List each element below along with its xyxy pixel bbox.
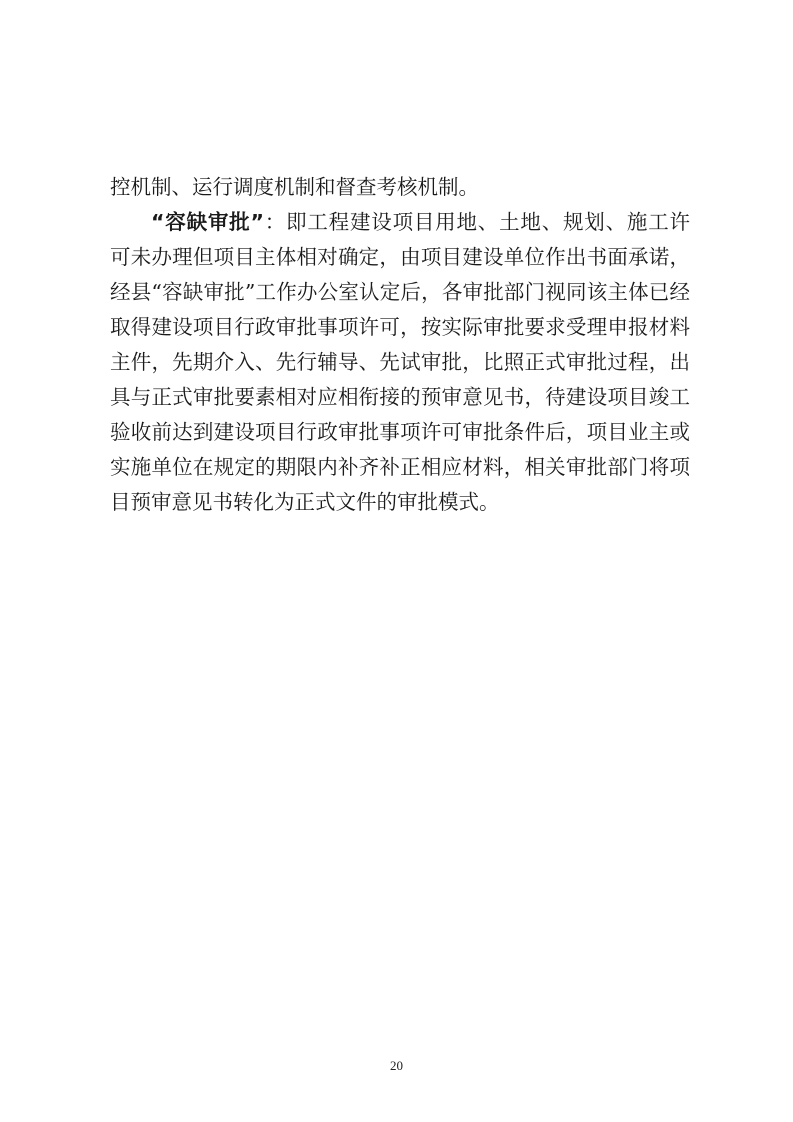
paragraph-text: 控机制、运行调度机制和督查考核机制。 [110, 175, 479, 199]
defined-term: “容缺审批” [151, 210, 264, 234]
paragraph-continuation [110, 170, 690, 205]
page-number: 20 [390, 1058, 403, 1073]
document-body [110, 170, 690, 520]
definition-text: ：即工程建设项目用地、土地、规划、施工许可未办理但项目主体相对确定，由项目建设单位作出书面承诺，经县“容缺审批”工作办公室认定后，各审批部门视同该主体已经取得建设项目行政审批事项许可，按实际审批要求受理申报材料主件，先期介入、先行辅导、先试审批，比照正式审批过程，出具与正式审批要素相对应相衔接的预审意见书，待建设项目竣工验收前达到建设项目行政审批事项许可审批条件后，项目业主或实施单位在规定的期限内补齐补正相应材料，相关审批部门将项目预审意见书转化为正式文件的审批模式。 [110, 210, 691, 514]
paragraph-definition [110, 205, 690, 520]
